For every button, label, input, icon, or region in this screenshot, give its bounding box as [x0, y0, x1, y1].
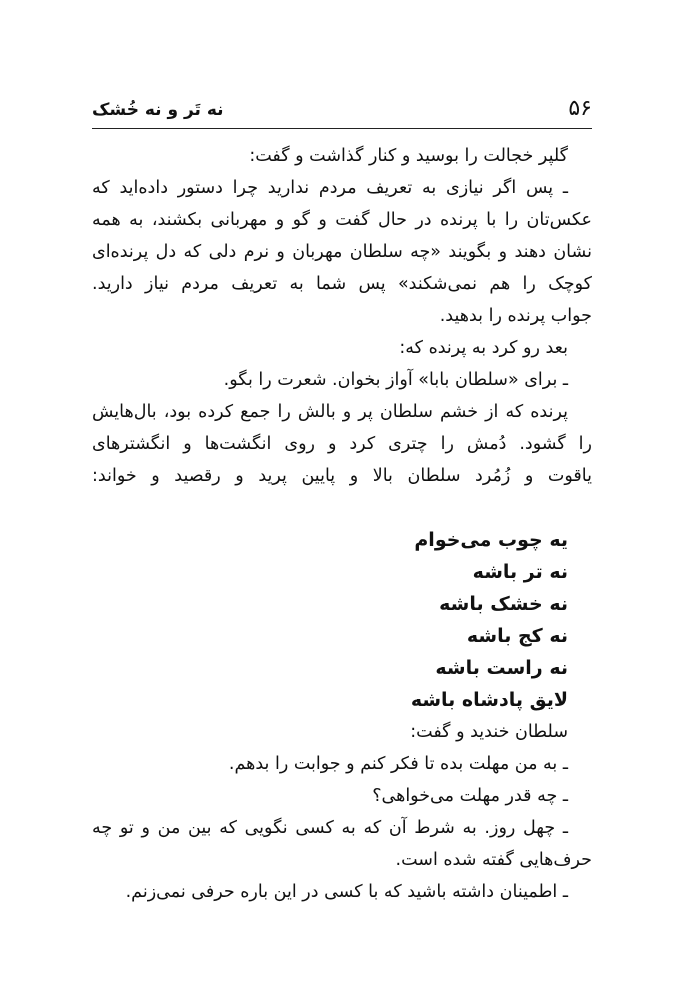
- text-line: ـ اطمینان داشته باشید که با کسی در این باره حرفی نمی‌زنم.: [125, 882, 568, 902]
- text-line: نشان دهند و بگویند «چه سلطان مهربان و نرم دلی که دل پرنده‌ای: [92, 242, 592, 262]
- text-line: جواب پرنده را بدهید.: [439, 306, 592, 326]
- poem-line: نه راست باشه: [435, 657, 568, 679]
- body-text-1: [92, 140, 592, 492]
- text-line: عکس‌تان را با پرنده در حال گفت و گو و مهربانی بکشند، به همه: [92, 210, 592, 230]
- text-line: بعد رو کرد به پرنده که:: [399, 338, 568, 358]
- text-line: کوچک را هم نمی‌شکند» پس شما به تعریف مردم نیاز دارید.: [92, 274, 592, 294]
- text-line: ـ به من مهلت بده تا فکر کنم و جوابت را بدهم.: [228, 754, 568, 774]
- poem-line: یه چوب می‌خوام: [414, 529, 568, 551]
- text-line: گلپر خجالت را بوسید و کنار گذاشت و گفت:: [249, 146, 568, 166]
- text-line: ـ چهل روز. به شرط آن که به کسی نگویی که بین من و تو چه: [92, 818, 568, 838]
- poem-line: نه خشک باشه: [439, 593, 568, 615]
- text-line: حرف‌هایی گفته شده است.: [395, 850, 592, 870]
- poem-line: لایق پادشاه باشه: [410, 689, 568, 711]
- header-rule: [92, 128, 592, 129]
- poem: [92, 524, 592, 716]
- poem-line: نه کج باشه: [466, 625, 568, 647]
- page-number: ۵۶: [568, 96, 592, 121]
- body-text-2: [92, 716, 592, 908]
- page-header: [92, 96, 592, 126]
- text-line: ـ برای «سلطان بابا» آواز بخوان. شعرت را بگو.: [223, 370, 568, 390]
- poem-line: نه تر باشه: [472, 561, 568, 583]
- running-title: نه تَر و نه خُشک: [92, 100, 224, 120]
- text-line: را گشود. دُمش را چتری کرد و روی انگشت‌ها و انگشترهای: [92, 434, 592, 454]
- text-line: پرنده که از خشم سلطان پر و بالش را جمع کرده بود، بال‌هایش: [92, 402, 568, 422]
- text-line: سلطان خندید و گفت:: [410, 722, 568, 742]
- text-line: ـ پس اگر نیازی به تعریف مردم ندارید چرا دستور داده‌اید که: [92, 178, 568, 198]
- text-line: یاقوت و زُمُرد سلطان بالا و پایین پرید و رقصید و خواند:: [92, 466, 592, 486]
- text-line: ـ چه قدر مهلت می‌خواهی؟: [372, 786, 568, 806]
